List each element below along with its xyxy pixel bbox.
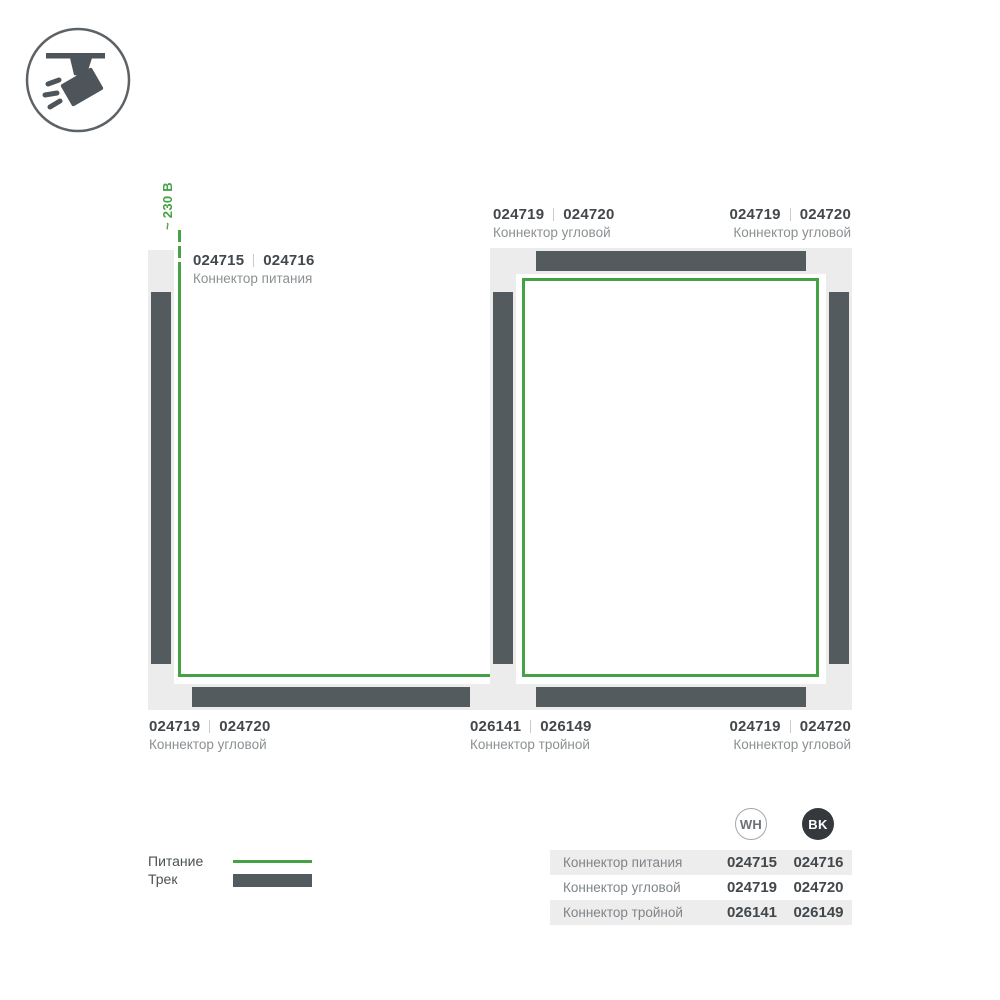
track-segment-right-right — [829, 292, 849, 664]
label-triple-connector — [470, 718, 592, 752]
label-corner-bottom-right — [729, 718, 851, 752]
voltage-label: ~ 230 В — [160, 182, 175, 230]
code-bk: 024716 — [263, 252, 315, 269]
code-separator — [253, 254, 254, 267]
table-rows — [550, 850, 852, 925]
label-codes — [149, 718, 271, 735]
row-code-wh: 026141 — [726, 904, 778, 921]
row-label: Коннектор угловой — [563, 880, 681, 895]
track-segment-right-left — [493, 292, 513, 664]
row-code-wh: 024715 — [726, 854, 778, 871]
connector-name: Коннектор питания — [193, 271, 313, 286]
power-line-horizontal — [178, 674, 493, 677]
connector-name: Коннектор угловой — [149, 737, 267, 752]
code-wh: 024719 — [729, 718, 781, 735]
track-segment-left-bottom — [192, 687, 470, 707]
power-line-dash — [178, 246, 181, 258]
track-spotlight-icon — [25, 27, 131, 133]
label-codes — [729, 718, 851, 735]
code-wh: 024719 — [149, 718, 201, 735]
code-separator — [790, 720, 791, 733]
color-badge-wh: WH — [735, 808, 767, 840]
code-wh: 024715 — [193, 252, 245, 269]
code-separator — [790, 208, 791, 221]
label-corner-top-right — [729, 206, 851, 240]
connector-name: Коннектор угловой — [733, 737, 851, 752]
label-corner-bottom-left — [149, 718, 271, 752]
connector-name: Коннектор тройной — [470, 737, 590, 752]
label-codes — [493, 206, 615, 223]
label-codes — [470, 718, 592, 735]
code-bk: 024720 — [799, 206, 851, 223]
power-line-dash — [178, 230, 181, 242]
code-separator — [530, 720, 531, 733]
code-wh: 024719 — [493, 206, 545, 223]
label-codes — [729, 206, 851, 223]
code-separator — [209, 720, 210, 733]
legend-power-swatch — [233, 860, 312, 863]
code-bk: 024720 — [219, 718, 271, 735]
row-code-bk: 024716 — [793, 854, 844, 871]
table-row — [550, 875, 852, 900]
code-wh: 026141 — [470, 718, 522, 735]
row-label: Коннектор питания — [563, 855, 683, 870]
power-line-vertical — [178, 262, 181, 677]
label-power-connector — [193, 252, 315, 286]
table-row — [550, 850, 852, 875]
table-row — [550, 900, 852, 925]
track-segment-right-bottom — [536, 687, 806, 707]
legend-track-swatch — [233, 874, 312, 887]
code-bk: 026149 — [540, 718, 592, 735]
code-wh: 024719 — [729, 206, 781, 223]
connector-name: Коннектор угловой — [493, 225, 611, 240]
track-segment-right-top — [536, 251, 806, 271]
color-badge-bk: BK — [802, 808, 834, 840]
code-bk: 024720 — [563, 206, 615, 223]
row-code-bk: 026149 — [793, 904, 844, 921]
label-codes — [193, 252, 315, 269]
row-code-bk: 024720 — [793, 879, 844, 896]
power-loop-rectangle — [522, 278, 819, 677]
row-code-wh: 024719 — [726, 879, 778, 896]
track-light-badge — [25, 27, 131, 133]
legend-track-label: Трек — [148, 871, 178, 887]
code-separator — [553, 208, 554, 221]
track-segment-left-vertical — [151, 292, 171, 664]
row-label: Коннектор тройной — [563, 905, 683, 920]
legend-power-label: Питание — [148, 853, 204, 869]
label-corner-top-mid — [493, 206, 615, 240]
code-bk: 024720 — [799, 718, 851, 735]
connector-name: Коннектор угловой — [733, 225, 851, 240]
